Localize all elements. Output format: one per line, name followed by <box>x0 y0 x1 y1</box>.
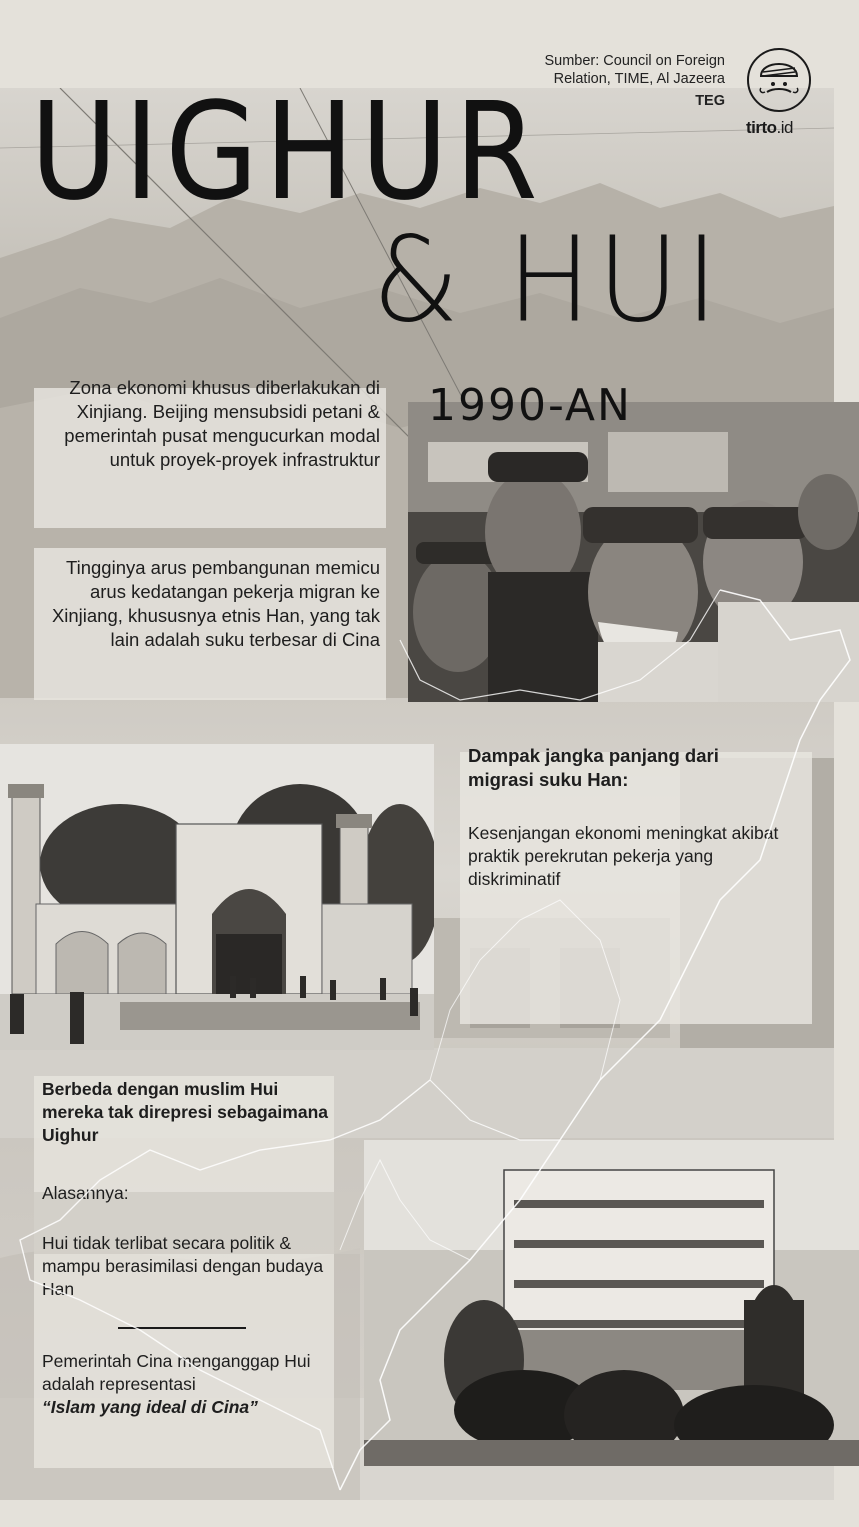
logo-text: tirto <box>746 118 777 137</box>
migration-text: Tingginya arus pembangunan memicu arus kedatangan pekerja migran ke Xinjiang, khususnya etnis Han, yang tak lain adalah suku terbesar di Cina <box>51 557 380 650</box>
impact-heading: Dampak jangka panjang dari migrasi suku Han: <box>468 745 719 790</box>
source-line-2: Relation, TIME, Al Jazeera <box>553 71 725 87</box>
uighur-men-photo <box>408 402 859 702</box>
title-uighur: UIGHUR <box>30 74 544 231</box>
logo-suffix: .id <box>776 118 794 137</box>
hui-reason-text: Hui tidak terlibat secara politik & mampu berasimilasi dengan budaya Han <box>42 1233 324 1299</box>
mosque-photo <box>0 744 434 1050</box>
impact-text: Kesenjangan ekonomi meningkat akibat praktik perekrutan pekerja yang diskriminatif <box>468 823 779 889</box>
zona-ekonomi-text: Zona ekonomi khusus diberlakukan di Xinjiang. Beijing mensubsidi petani & pemerintah pusat mengucurkan modal untuk proyek-proyek infrastruktur <box>64 377 380 470</box>
migration-box <box>34 548 386 700</box>
zona-ekonomi-box <box>34 377 386 528</box>
author-initials: TEG <box>695 93 725 109</box>
hui-government-text: Pemerintah Cina menganggap Hui adalah representasi <box>42 1351 311 1394</box>
divider-line <box>118 1327 246 1329</box>
tirto-logo[interactable] <box>746 118 793 138</box>
hui-ideal-quote: “Islam yang ideal di Cina” <box>42 1397 258 1417</box>
hui-heading: Berbeda dengan muslim Hui mereka tak direpresi sebagaimana Uighur <box>42 1079 328 1145</box>
year-heading: 1990-AN <box>428 380 632 431</box>
hui-reason-label: Alasannya: <box>42 1183 129 1203</box>
source-line-1: Sumber: Council on Foreign <box>544 53 725 69</box>
impact-box <box>460 745 812 1024</box>
title-hui: & HUI <box>372 212 725 350</box>
livestock-market-photo <box>364 1140 859 1466</box>
